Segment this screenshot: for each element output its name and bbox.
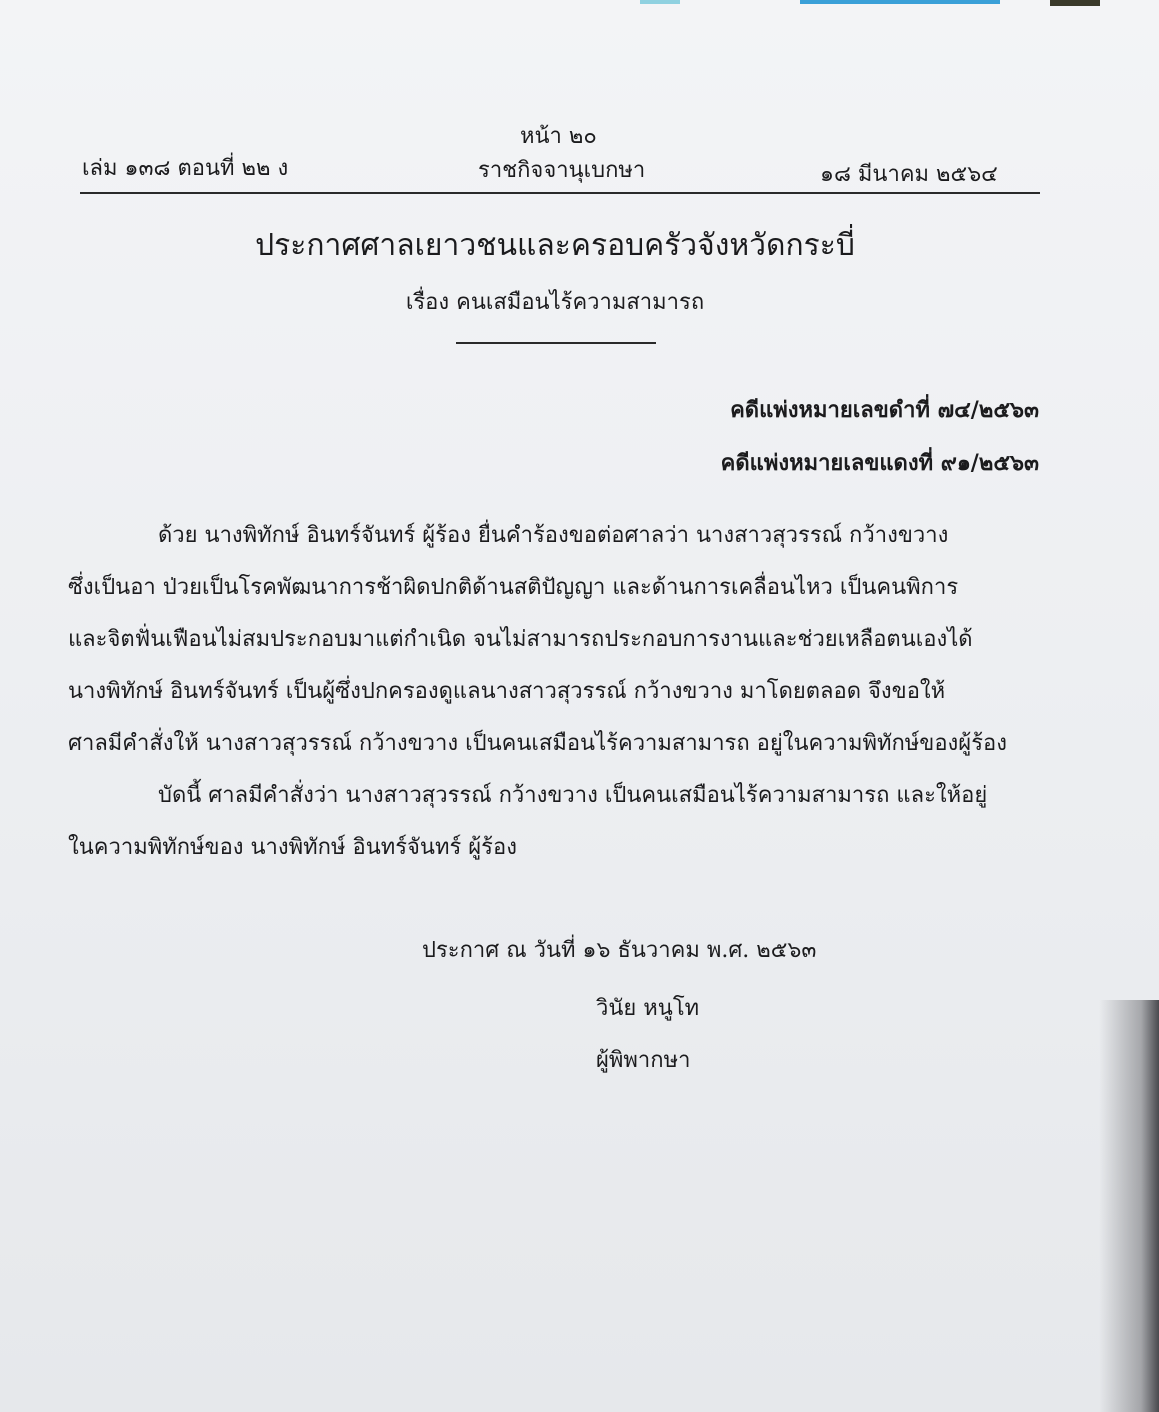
- announcement-date: ประกาศ ณ วันที่ ๑๖ ธันวาคม พ.ศ. ๒๕๖๓: [422, 938, 817, 963]
- gazette-name: ราชกิจจานุเบกษา: [478, 158, 646, 183]
- body-line: ในความพิทักษ์ของ นางพิทักษ์ อินทร์จันทร์ ผู้ร้อง: [68, 835, 517, 860]
- body-line: บัดนี้ ศาลมีคำสั่งว่า นางสาวสุวรรณ์ กว้างขวาง เป็นคนเสมือนไร้ความสามารถ และให้อยู่: [158, 783, 988, 808]
- title-divider: [456, 342, 656, 344]
- scan-edge-mark: [800, 0, 1000, 4]
- announcement-subject: เรื่อง คนเสมือนไร้ความสามารถ: [405, 290, 705, 315]
- judge-title: ผู้พิพากษา: [596, 1048, 691, 1073]
- body-line: ซึ่งเป็นอา ป่วยเป็นโรคพัฒนาการช้าผิดปกติด้านสติปัญญา และด้านการเคลื่อนไหว เป็นคนพิการ: [68, 575, 959, 600]
- case-black-number: คดีแพ่งหมายเลขดำที่ ๗๔/๒๕๖๓: [730, 397, 1039, 423]
- volume-issue: เล่ม ๑๓๘ ตอนที่ ๒๒ ง: [82, 156, 289, 181]
- judge-name: วินัย หนูโท: [596, 996, 700, 1021]
- scan-edge-mark: [640, 0, 680, 4]
- header-divider: [80, 192, 1040, 194]
- body-line: ศาลมีคำสั่งให้ นางสาวสุวรรณ์ กว้างขวาง เป็นคนเสมือนไร้ความสามารถ อยู่ในความพิทักษ์ของผู้ร้อง: [68, 731, 1007, 756]
- announcement-title: ประกาศศาลเยาวชนและครอบครัวจังหวัดกระบี่: [255, 228, 855, 263]
- body-line: ด้วย นางพิทักษ์ อินทร์จันทร์ ผู้ร้อง ยื่นคำร้องขอต่อศาลว่า นางสาวสุวรรณ์ กว้างขวาง: [158, 523, 949, 548]
- page-number: หน้า ๒๐: [520, 124, 597, 149]
- body-line: และจิตฟั่นเฟือนไม่สมประกอบมาแต่กำเนิด จนไม่สามารถประกอบการงานและช่วยเหลือตนเองได้: [68, 627, 973, 652]
- publication-date: ๑๘ มีนาคม ๒๕๖๔: [820, 162, 998, 187]
- case-red-number: คดีแพ่งหมายเลขแดงที่ ๙๑/๒๕๖๓: [720, 450, 1039, 476]
- page-edge-shadow: [1099, 1000, 1159, 1412]
- scan-edge-mark: [1050, 0, 1100, 6]
- body-line: นางพิทักษ์ อินทร์จันทร์ เป็นผู้ซึ่งปกครองดูแลนางสาวสุวรรณ์ กว้างขวาง มาโดยตลอด จึงขอให้: [68, 679, 946, 704]
- announcement-body: [68, 510, 1040, 874]
